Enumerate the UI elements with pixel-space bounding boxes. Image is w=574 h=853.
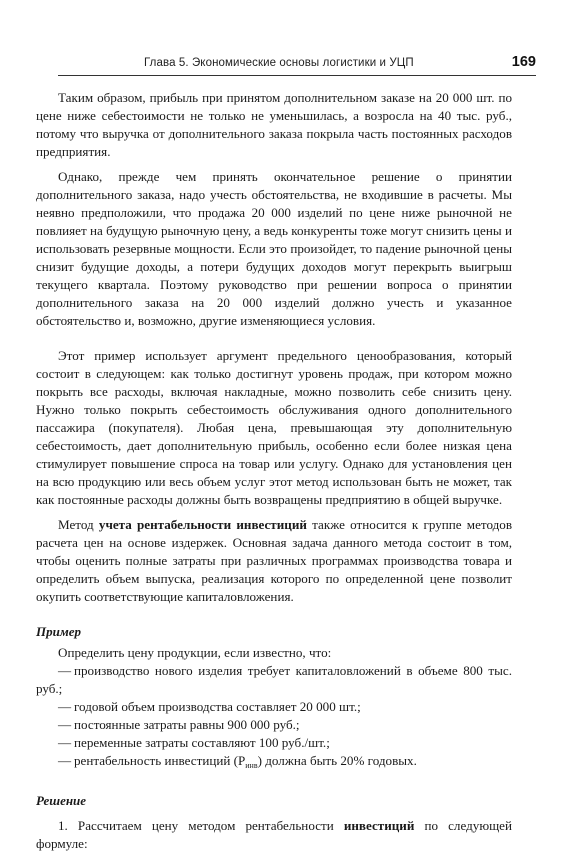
list-dash: — bbox=[58, 735, 72, 750]
header-rule bbox=[58, 75, 536, 76]
subscript-inv: инв bbox=[245, 761, 258, 770]
page-number: 169 bbox=[511, 54, 536, 70]
example-item-text: переменные затраты составляют 100 руб./шт.; bbox=[74, 735, 330, 750]
example-item bbox=[36, 698, 512, 716]
roi-method-rest: также относится к группе методов расчета цен на основе издержек. Основная задача данного метода состоит в том, чтобы оценить полные затраты при различных программах производства товара и определить объем выпуска, реализация которого по определенной цене позволит окупить соответствующие капиталовложения. bbox=[36, 517, 513, 604]
paragraph-roi-method bbox=[36, 516, 512, 606]
solution-step-end: по следующей формуле: bbox=[36, 818, 512, 851]
example-item-text: производство нового изделия требует капиталовложений в объеме 800 тыс. руб.; bbox=[36, 663, 512, 696]
running-head bbox=[58, 54, 536, 76]
example-heading: Пример bbox=[36, 624, 82, 639]
solution-heading: Решение bbox=[36, 793, 87, 808]
roi-method-start: Метод bbox=[58, 517, 99, 532]
example-item bbox=[36, 752, 512, 775]
paragraph-profit-conclusion: Таким образом, прибыль при принятом дополнительном заказе на 20 000 шт. по цене ниже себестоимости не только не уменьшилась, а возросла на 40 тыс. руб., потому что выручка от дополнительного заказа покрыла часть постоянных расходов предприятия. bbox=[36, 90, 512, 159]
chapter-title: Глава 5. Экономические основы логистики и УЦП bbox=[144, 57, 414, 69]
list-dash: — bbox=[58, 717, 72, 732]
example-item bbox=[36, 716, 512, 734]
example-item bbox=[36, 734, 512, 752]
body-text bbox=[36, 89, 512, 853]
solution-step-1 bbox=[36, 817, 512, 853]
solution-step-bold: инвестиций bbox=[343, 818, 415, 833]
list-dash: — bbox=[58, 699, 72, 714]
list-dash: — bbox=[58, 753, 72, 768]
example-item bbox=[36, 662, 512, 698]
example-item-text: рентабельность инвестиций (Р bbox=[74, 753, 246, 768]
example-item-text: постоянные затраты равны 900 000 руб.; bbox=[74, 717, 300, 732]
paragraph-marginal-pricing: Этот пример использует аргумент предельного ценообразования, который состоит в следующем: как только достигнут уровень продаж, при котором можно покрыть все расходы, включая накладные, можно позволить себе снизить цену. Нужно только покрыть себестоимость обслуживания одного дополнительного пассажира (покупателя). Любая цена, превышающая эту дополнительную себестоимость, дает дополнительную прибыль, особенно если более низкая цена стимулирует повышение спроса на товар или услугу. Однако для установления цен на всю продукцию или весь объем услуг этот метод использован быть не может, так как постоянные расходы должны быть возвращены предприятию в общей выручке. bbox=[36, 348, 512, 507]
solution-step-start: 1. Рассчитаем цену методом рентабельности bbox=[58, 818, 344, 833]
paragraph-circumstances: Однако, прежде чем принять окончательное решение о принятии дополнительного заказа, надо учесть обстоятельства, не входившие в расчеты. Мы неявно предположили, что продажа 20 000 изделий по цене ниже рыночной не повлияет на будущую рыночную цену, а ведь конкуренты тоже могут снизить цены и использовать резервные мощности. Если это произойдет, то падение рыночной цены снизит будущие доходы, а потери будущих доходов могут перекрыть выигрыш текущего квартала. Поэтому руководство при решении вопроса о принятии дополнительного заказа на 20 000 изделий должно учесть и указанное обстоятельство и, возможно, другие изменяющиеся условия. bbox=[36, 169, 512, 328]
list-dash: — bbox=[58, 663, 72, 678]
example-item-text: годовой объем производства составляет 20 000 шт.; bbox=[74, 699, 361, 714]
example-intro: Определить цену продукции, если известно, что: bbox=[58, 645, 332, 660]
roi-method-term: учета рентабельности инвестиций bbox=[98, 517, 307, 532]
example-item-text-end: ) должна быть 20% годовых. bbox=[257, 753, 417, 768]
